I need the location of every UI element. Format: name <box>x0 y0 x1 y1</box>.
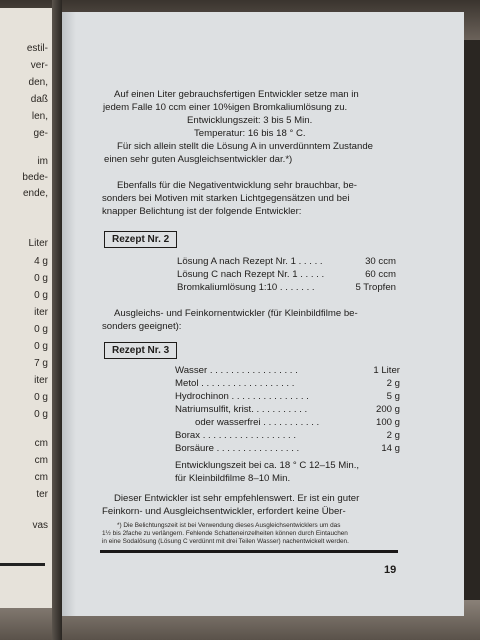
page-gutter-shadow <box>62 12 76 616</box>
left-text-fragment: im <box>37 156 48 167</box>
paragraph-line: Dieser Entwickler ist sehr empfehlenswert. Er ist ein guter <box>114 493 360 504</box>
left-text-fragment: den, <box>28 77 48 88</box>
page-number: 19 <box>384 564 397 576</box>
intro-line: Entwicklungszeit: 3 bis 5 Min. <box>187 115 313 126</box>
ingredient-row <box>175 377 400 390</box>
left-text-fragment: 4 g <box>34 256 48 267</box>
ingredient-amount: 5 Tropfen <box>355 282 396 293</box>
left-text-fragment: 0 g <box>34 273 48 284</box>
left-text-fragment: 0 g <box>34 290 48 301</box>
ingredient-row <box>175 429 400 442</box>
left-text-fragment: 0 g <box>34 409 48 420</box>
left-text-fragment: iter <box>34 307 48 318</box>
ingredient-name: Borax . . . . . . . . . . . . . . . . . . <box>175 430 297 441</box>
left-text-fragment: 0 g <box>34 324 48 335</box>
ingredient-amount: 1 Liter <box>373 365 400 376</box>
intro-line: jedem Falle 10 ccm einer 10%igen Bromkaliumlösung zu. <box>103 102 348 113</box>
left-text-fragment: bede- <box>22 172 48 183</box>
ingredient-amount: 200 g <box>375 404 400 415</box>
book-spine <box>52 0 62 640</box>
ingredient-amount: 60 ccm <box>365 269 396 280</box>
left-text-fragment: ter <box>36 489 48 500</box>
ingredient-name: Lösung A nach Rezept Nr. 1 . . . . . <box>177 256 323 267</box>
left-text-fragment: daß <box>30 94 48 105</box>
ingredient-row <box>175 390 400 403</box>
ingredient-amount: 30 ccm <box>365 256 396 267</box>
ingredient-name: Bromkaliumlösung 1:10 . . . . . . . <box>177 282 315 293</box>
paragraph-line: sonders bei Motiven mit starken Lichtgegensätzen und bei <box>102 193 350 204</box>
left-page <box>0 8 55 608</box>
footnote-line: *) Die Belichtungszeit ist bei Verwendung dieses Ausgleichsentwicklers um das <box>117 522 341 529</box>
ingredient-row <box>177 281 396 294</box>
left-text-fragment: 7 g <box>34 358 48 369</box>
left-page-rule <box>0 563 45 566</box>
left-text-fragment: cm <box>34 472 48 483</box>
left-text-fragment: vas <box>32 520 48 531</box>
ingredient-name: Hydrochinon . . . . . . . . . . . . . . . <box>175 391 309 402</box>
ingredient-name: Lösung C nach Rezept Nr. 1 . . . . . <box>177 269 325 280</box>
intro-line: Temperatur: 16 bis 18 ° C. <box>194 128 306 139</box>
footnote-line: in eine Sodalösung (Lösung C verdünnt mit drei Teilen Wasser) nachentwickelt werden. <box>102 538 349 545</box>
ingredient-row <box>175 403 400 416</box>
ingredient-row <box>175 442 400 455</box>
ingredient-amount: 2 g <box>386 430 400 441</box>
paragraph-line: knapper Belichtung ist der folgende Entwickler: <box>102 206 302 217</box>
left-text-fragment: ver- <box>30 60 48 71</box>
ingredient-row <box>195 416 400 429</box>
ingredient-name: Natriumsulfit, krist. . . . . . . . . . . <box>175 404 308 415</box>
ingredient-name: Borsäure . . . . . . . . . . . . . . . . <box>175 443 300 454</box>
left-text-fragment: cm <box>34 455 48 466</box>
ingredient-amount: 100 g <box>375 417 400 428</box>
intro-line: Auf einen Liter gebrauchsfertigen Entwickler setze man in <box>114 89 359 100</box>
ingredient-row <box>175 364 400 377</box>
paragraph-line: Feinkorn- und Ausgleichsentwickler, erfordert keine Über- <box>102 506 346 517</box>
left-text-fragment: 0 g <box>34 392 48 403</box>
intro-line: einen sehr guten Ausgleichsentwickler dar.*) <box>104 154 293 165</box>
left-text-fragment: Liter <box>28 238 48 249</box>
main-page <box>62 12 464 616</box>
left-text-fragment: 0 g <box>34 341 48 352</box>
left-text-fragment: ende, <box>22 188 48 199</box>
left-text-fragment: len, <box>31 111 48 122</box>
paragraph-line: Ausgleichs- und Feinkornentwickler (für Kleinbildfilme be- <box>114 308 358 319</box>
ingredient-name: Wasser . . . . . . . . . . . . . . . . . <box>175 365 298 376</box>
left-text-fragment: iter <box>34 375 48 386</box>
ingredient-name: Metol . . . . . . . . . . . . . . . . . . <box>175 378 295 389</box>
footer-rule <box>100 550 398 553</box>
ingredient-amount: 2 g <box>386 378 400 389</box>
intro-line: Für sich allein stellt die Lösung A in unverdünntem Zustande <box>117 141 373 152</box>
development-time: für Kleinbildfilme 8–10 Min. <box>175 473 291 484</box>
paragraph-line: Ebenfalls für die Negativentwicklung sehr brauchbar, be- <box>117 180 357 191</box>
ingredient-amount: 14 g <box>381 443 400 454</box>
paragraph-line: sonders geeignet): <box>102 321 182 332</box>
rezept-3-heading: Rezept Nr. 3 <box>104 342 177 359</box>
left-text-fragment: cm <box>34 438 48 449</box>
left-text-fragment: ge- <box>33 128 48 139</box>
rezept-2-heading: Rezept Nr. 2 <box>104 231 177 248</box>
development-time: Entwicklungszeit bei ca. 18 ° C 12–15 Min., <box>175 460 360 471</box>
left-text-fragment: estil- <box>26 43 48 54</box>
footnote-line: 1½ bis 2fache zu verlängern. Fehlende Schatteneinzelheiten können durch Eintauchen <box>102 530 348 537</box>
ingredient-amount: 5 g <box>386 391 400 402</box>
ingredient-row <box>177 268 396 281</box>
ingredient-row <box>177 255 396 268</box>
ingredient-name: oder wasserfrei . . . . . . . . . . . <box>195 417 320 428</box>
